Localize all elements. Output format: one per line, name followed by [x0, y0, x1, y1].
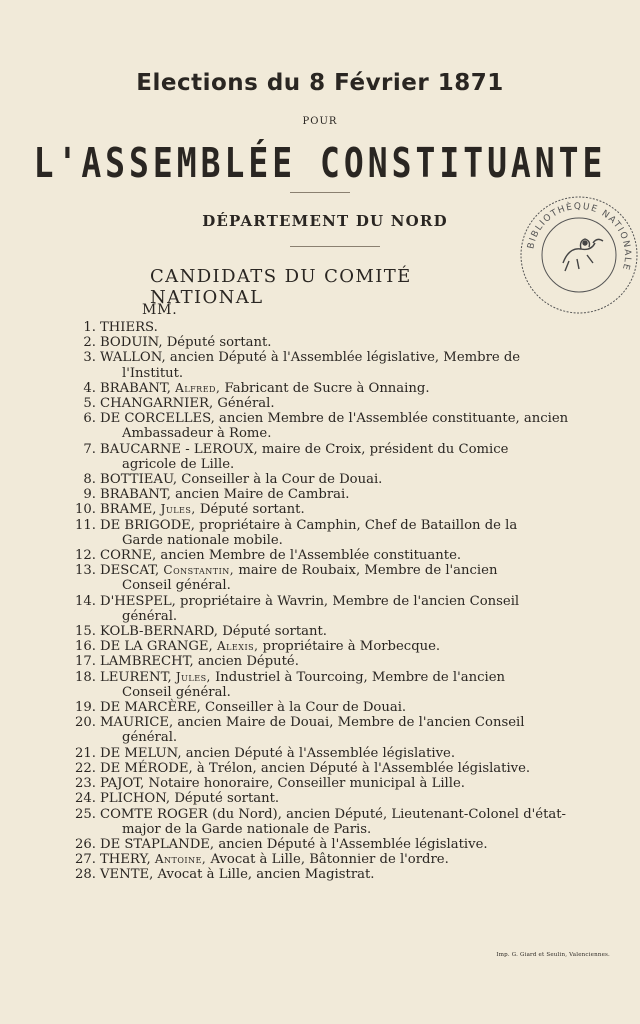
candidate-description: Notaire honoraire, Conseiller municipal à Lille.: [148, 776, 465, 792]
candidate-text: [100, 518, 588, 548]
candidate-text: [100, 381, 588, 396]
candidate-name: BAUCARNE - LEROUX,: [100, 441, 258, 457]
candidate-description: maire de Roubaix, Membre de l'ancien: [238, 563, 498, 579]
candidate-item: [0, 700, 640, 715]
candidate-description: Député sortant.: [199, 502, 305, 518]
assembly-title: L'ASSEMBLÉE CONSTITUANTE: [33, 138, 607, 187]
candidate-text: [100, 320, 588, 335]
candidate-text: [100, 776, 588, 791]
candidate-description: ancien Député.: [197, 654, 299, 670]
candidate-name: LAMBRECHT,: [100, 654, 194, 670]
candidate-number: 2.: [83, 335, 96, 351]
candidate-description-continued: Ambassadeur à Rome.: [122, 426, 272, 442]
candidate-name: BRABANT,: [100, 487, 171, 503]
stamp-ring-text: BIBLIOTHÈQUE NATIONALE: [526, 201, 633, 273]
candidate-number: 28.: [75, 867, 96, 883]
candidate-text: [100, 791, 588, 806]
candidate-item: [0, 381, 640, 396]
candidate-description-continued: Conseil général.: [122, 578, 231, 594]
candidate-name: DE BRIGODE,: [100, 517, 195, 533]
candidate-item: [0, 761, 640, 776]
candidate-number: 14.: [75, 593, 96, 609]
candidate-number: 21.: [75, 745, 96, 761]
candidate-item: [0, 594, 640, 624]
candidate-name: BODUIN,: [100, 335, 163, 351]
candidate-item: [0, 670, 640, 700]
candidate-name: DESCAT,: [100, 563, 160, 579]
candidate-number: 17.: [75, 654, 96, 670]
candidate-text: [100, 487, 588, 502]
candidate-number: 22.: [75, 760, 96, 776]
candidate-description-continued: Conseil général.: [122, 684, 231, 700]
election-title: Elections du 8 Février 1871: [136, 70, 504, 96]
candidate-item: [0, 411, 640, 441]
candidate-text: [100, 715, 588, 745]
candidate-name: D'HESPEL,: [100, 593, 176, 609]
candidate-name: KOLB-BERNARD,: [100, 624, 218, 640]
candidate-text: [100, 411, 588, 441]
candidate-name: BOTTIEAU,: [100, 472, 178, 488]
candidate-item: [0, 639, 640, 654]
candidate-number: 16.: [75, 639, 96, 655]
divider-top: [290, 192, 350, 193]
candidate-name: DE MARCÈRE,: [100, 700, 201, 716]
candidate-number: 13.: [75, 563, 96, 579]
candidate-text: [100, 761, 588, 776]
candidate-name: DE LA GRANGE,: [100, 639, 213, 655]
candidate-description-continued: agricole de Lille.: [122, 456, 235, 472]
candidate-text: [100, 396, 588, 411]
candidate-list: [0, 320, 640, 883]
candidate-item: [0, 396, 640, 411]
stamp-inner-ring: [542, 218, 616, 292]
candidate-description: Député sortant.: [222, 624, 327, 640]
candidate-description-continued: major de la Garde nationale de Paris.: [122, 821, 372, 837]
candidate-name: DE MELUN,: [100, 745, 182, 761]
candidate-number: 8.: [83, 472, 96, 488]
candidate-item: [0, 867, 640, 882]
candidate-name: CORNE,: [100, 548, 157, 564]
candidate-text: [100, 442, 588, 472]
candidate-name: PAJOT,: [100, 776, 145, 792]
candidate-item: [0, 852, 640, 867]
candidate-description: Avocat à Lille, Bâtonnier de l'ordre.: [210, 852, 449, 868]
candidate-text: [100, 548, 588, 563]
candidate-name: PLICHON,: [100, 791, 171, 807]
candidate-item: [0, 624, 640, 639]
candidate-text: [100, 563, 588, 593]
candidate-number: 10.: [75, 502, 96, 518]
candidate-name: VENTE,: [100, 867, 154, 883]
candidate-text: [100, 594, 588, 624]
candidate-text: [100, 746, 588, 761]
printer-imprint: Imp. G. Giard et Seulin, Valenciennes.: [496, 952, 610, 958]
candidate-description: ancien Député à l'Assemblée législative.: [185, 745, 456, 761]
candidate-number: 27.: [75, 852, 96, 868]
candidate-name: BRAME,: [100, 502, 157, 518]
candidate-number: 12.: [75, 548, 96, 564]
candidate-description-continued: général.: [122, 730, 178, 746]
candidate-description: ancien Maire de Douai, Membre de l'ancien Conseil: [177, 715, 525, 731]
candidate-given-name: Constantin,: [163, 563, 235, 578]
candidate-text: [100, 624, 588, 639]
candidate-description: ancien Membre de l'Assemblée constituante, ancien: [219, 411, 569, 427]
candidate-description-continued: l'Institut.: [122, 365, 184, 381]
candidate-number: 18.: [75, 669, 96, 685]
candidate-description: propriétaire à Camphin, Chef de Bataillon de la: [199, 517, 518, 533]
candidate-item: [0, 837, 640, 852]
candidate-text: [100, 807, 588, 837]
candidate-number: 25.: [75, 806, 96, 822]
candidate-name: THERY,: [100, 852, 151, 868]
department-heading: DÉPARTEMENT DU NORD: [202, 212, 448, 230]
candidate-description: Avocat à Lille, ancien Magistrat.: [157, 867, 375, 883]
candidate-description: Conseiller à la Cour de Douai.: [205, 700, 407, 716]
candidate-given-name: Alfred,: [175, 380, 221, 395]
candidate-item: [0, 807, 640, 837]
candidate-number: 26.: [75, 836, 96, 852]
candidate-item: [0, 776, 640, 791]
candidate-number: 20.: [75, 715, 96, 731]
candidate-item: [0, 746, 640, 761]
candidate-text: [100, 700, 588, 715]
candidate-description: ancien Maire de Cambrai.: [175, 487, 350, 503]
stamp-emblem-icon: [563, 239, 603, 271]
candidate-item: [0, 715, 640, 745]
candidate-text: [100, 335, 588, 350]
candidate-text: [100, 837, 588, 852]
candidate-name: DE CORCELLES,: [100, 411, 215, 427]
candidate-item: [0, 487, 640, 502]
candidate-description: à Trélon, ancien Député à l'Assemblée législative.: [196, 760, 531, 776]
candidate-name: DE STAPLANDE,: [100, 836, 215, 852]
candidate-number: 1.: [83, 320, 96, 335]
candidate-number: 11.: [75, 517, 96, 533]
candidate-description: Général.: [217, 396, 275, 412]
candidate-description: propriétaire à Wavrin, Membre de l'ancien Conseil: [180, 593, 520, 609]
mm-label: MM.: [142, 302, 178, 318]
candidate-item: [0, 502, 640, 517]
candidate-item: [0, 442, 640, 472]
candidate-text: [100, 867, 588, 882]
candidate-item: [0, 320, 640, 335]
candidate-description: (du Nord), ancien Député, Lieutenant-Colonel d'état-: [212, 806, 567, 822]
candidate-item: [0, 350, 640, 380]
candidate-name: WALLON,: [100, 350, 166, 366]
candidate-text: [100, 852, 588, 867]
library-stamp: [519, 193, 639, 317]
candidate-item: [0, 563, 640, 593]
candidate-item: [0, 654, 640, 669]
candidate-text: [100, 502, 588, 517]
candidate-description: ancien Député à l'Assemblée législative.: [218, 836, 488, 852]
candidate-name: MAURICE,: [100, 715, 174, 731]
candidate-text: [100, 654, 588, 669]
candidate-text: [100, 350, 588, 380]
pour-label: POUR: [302, 116, 338, 127]
candidate-description-continued: Garde nationale mobile.: [122, 532, 283, 548]
candidate-given-name: Antoine,: [154, 852, 207, 867]
candidate-number: 23.: [75, 776, 96, 792]
candidate-text: [100, 670, 588, 700]
candidate-description: ancien Député à l'Assemblée législative, Membre de: [169, 350, 521, 366]
candidate-description: maire de Croix, président du Comice: [261, 441, 509, 457]
candidate-name: CHANGARNIER,: [100, 396, 214, 412]
candidate-description: Fabricant de Sucre à Onnaing.: [224, 380, 430, 396]
candidate-number: 6.: [83, 411, 96, 427]
candidate-description: Conseiller à la Cour de Douai.: [181, 472, 383, 488]
candidate-number: 19.: [75, 700, 96, 716]
candidate-text: [100, 639, 588, 654]
candidate-description: Député sortant.: [174, 791, 280, 807]
candidate-description: Député sortant.: [166, 335, 272, 351]
candidate-name: BRABANT,: [100, 380, 171, 396]
candidate-item: [0, 791, 640, 806]
candidate-description: propriétaire à Morbecque.: [262, 639, 441, 655]
candidate-name: THIERS.: [100, 320, 158, 335]
candidate-name: COMTE ROGER: [100, 806, 208, 822]
candidate-item: [0, 472, 640, 487]
candidate-name: LEURENT,: [100, 669, 172, 685]
candidate-description: Industriel à Tourcoing, Membre de l'ancien: [215, 669, 506, 685]
candidate-given-name: Jules,: [160, 502, 196, 517]
candidate-item: [0, 548, 640, 563]
divider-bottom: [290, 246, 380, 247]
candidates-heading: CANDIDATS DU COMITÉ NATIONAL: [150, 266, 412, 308]
candidate-number: 7.: [83, 441, 96, 457]
candidate-number: 9.: [83, 487, 96, 503]
candidate-item: [0, 518, 640, 548]
candidate-number: 5.: [83, 396, 96, 412]
candidate-number: 15.: [75, 624, 96, 640]
candidate-number: 24.: [75, 791, 96, 807]
candidate-name: DE MÉRODE,: [100, 760, 193, 776]
stamp-outer-ring: [521, 197, 637, 313]
candidate-given-name: Jules,: [175, 669, 211, 684]
candidate-number: 3.: [83, 350, 96, 366]
candidate-description-continued: général.: [122, 608, 178, 624]
candidate-number: 4.: [83, 380, 96, 396]
candidate-text: [100, 472, 588, 487]
candidate-given-name: Alexis,: [216, 639, 259, 654]
candidate-description: ancien Membre de l'Assemblée constituante.: [160, 548, 462, 564]
candidate-item: [0, 335, 640, 350]
